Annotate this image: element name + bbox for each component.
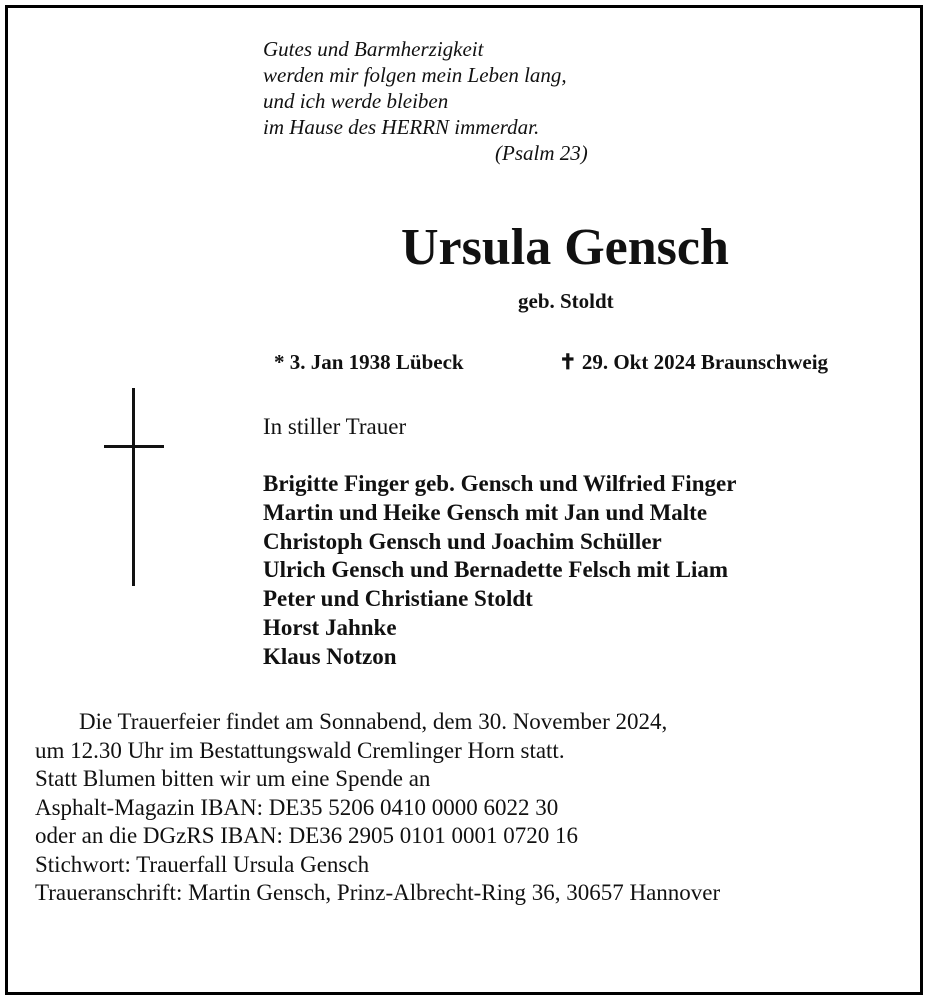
mourner-line: Peter und Christiane Stoldt	[263, 586, 533, 612]
psalm-line: und ich werde bleiben	[263, 89, 449, 113]
maiden-name: geb. Stoldt	[518, 289, 614, 313]
psalm-line: im Hause des HERRN immerdar.	[263, 115, 540, 139]
obituary-frame	[5, 5, 923, 995]
mourner-line: Klaus Notzon	[263, 643, 397, 669]
latin-cross-icon	[104, 388, 164, 586]
death-date: ✝ 29. Okt 2024 Braunschweig	[559, 350, 829, 374]
cross-horizontal-bar	[104, 445, 164, 448]
psalm-source: (Psalm 23)	[495, 141, 588, 165]
funeral-date-line: Die Trauerfeier findet am Sonnabend, dem 30. November 2024,	[79, 709, 668, 734]
cross-vertical-bar	[132, 388, 135, 586]
birth-date: * 3. Jan 1938 Lübeck	[274, 350, 464, 374]
mourning-address-line: Traueranschrift: Martin Gensch, Prinz-Albrecht-Ring 36, 30657 Hannover	[35, 880, 721, 905]
mourner-line: Horst Jahnke	[263, 614, 397, 640]
mourners-list	[263, 470, 736, 672]
donation-iban-line: oder an die DGzRS IBAN: DE36 2905 0101 0001 0720 16	[35, 823, 579, 848]
donation-iban-line: Asphalt-Magazin IBAN: DE35 5206 0410 0000 6022 30	[35, 794, 559, 820]
funeral-place-line: um 12.30 Uhr im Bestattungswald Cremlinger Horn statt.	[35, 737, 565, 763]
funeral-notes	[35, 708, 720, 908]
keyword-line: Stichwort: Trauerfall Ursula Gensch	[35, 851, 370, 877]
mourner-line: Ulrich Gensch und Bernadette Felsch mit Liam	[263, 557, 729, 583]
deceased-name: Ursula Gensch	[401, 219, 729, 276]
mourner-line: Christoph Gensch und Joachim Schüller	[263, 528, 662, 554]
psalm-line: Gutes und Barmherzigkeit	[263, 37, 484, 61]
mourner-line: Martin und Heike Gensch mit Jan und Malte	[263, 499, 708, 525]
psalm-line: werden mir folgen mein Leben lang,	[263, 63, 567, 87]
mourner-line: Brigitte Finger geb. Gensch und Wilfried Finger	[263, 471, 737, 496]
donation-request-line: Statt Blumen bitten wir um eine Spende an	[35, 766, 431, 791]
mourning-intro: In stiller Trauer	[263, 414, 407, 439]
psalm-quote	[263, 36, 588, 166]
